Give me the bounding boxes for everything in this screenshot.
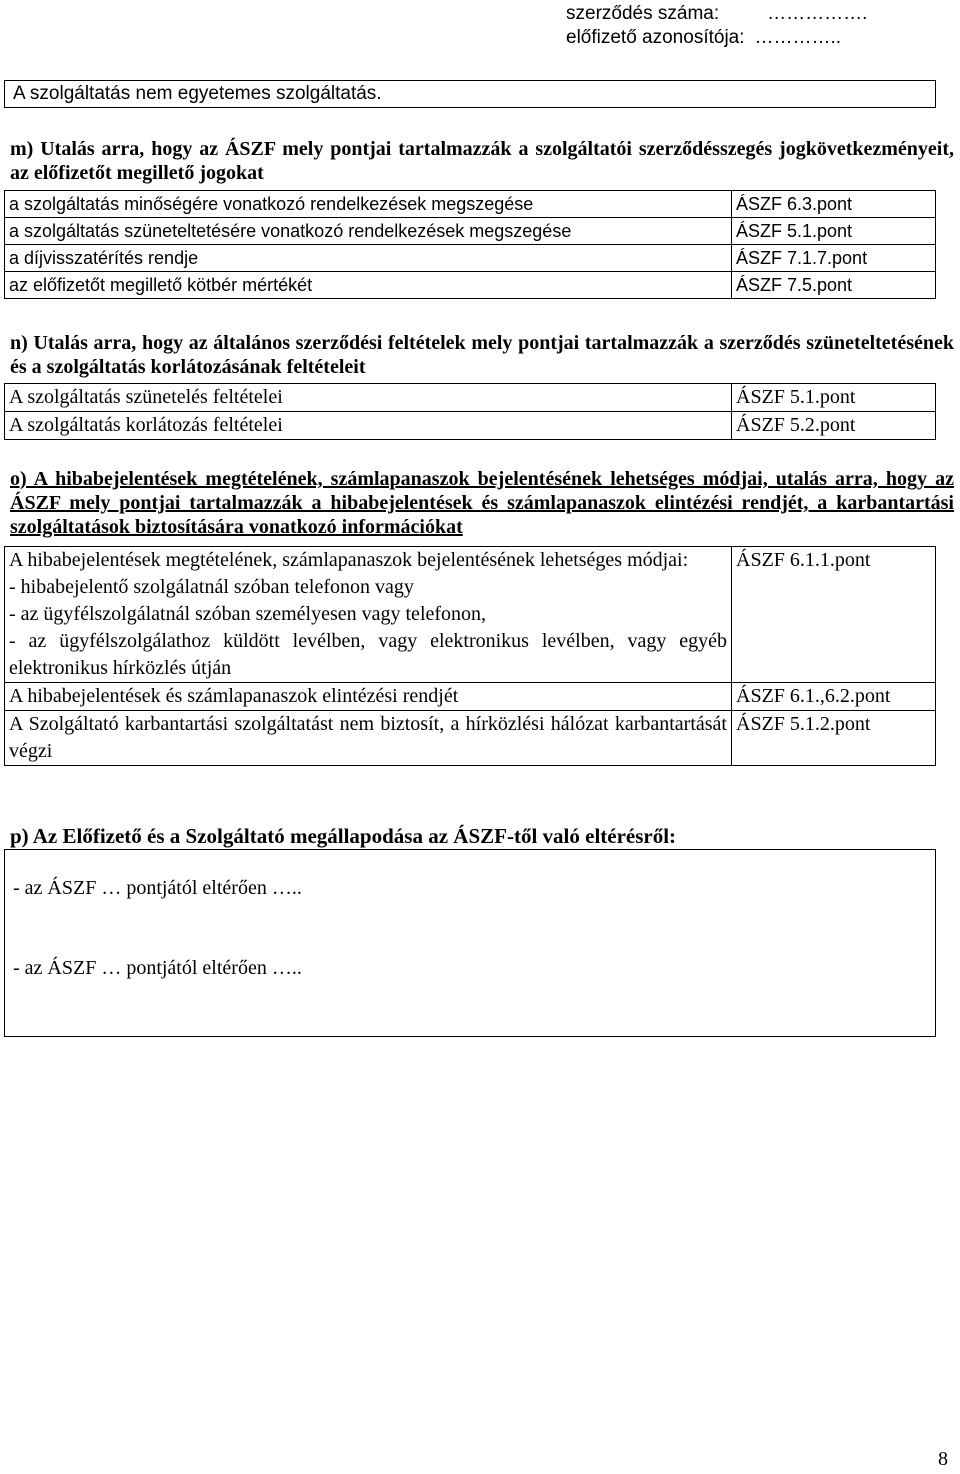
table-row <box>5 272 936 299</box>
table-row <box>5 711 936 766</box>
row-text: A szolgáltatás korlátozás feltételei <box>5 412 732 440</box>
universal-service-box <box>4 80 936 108</box>
table-row <box>5 384 936 412</box>
row-text: a szolgáltatás minőségére vonatkozó rendelkezések megszegése <box>5 191 732 218</box>
deviation-line: - az ÁSZF … pontjától eltérően ….. <box>13 957 302 979</box>
row-text: A Szolgáltató karbantartási szolgáltatást nem biztosít, a hírközlési hálózat karbantartását végzi <box>5 711 732 766</box>
section-p-box <box>4 849 936 1037</box>
table-row <box>5 547 936 683</box>
row-ref: ÁSZF 5.2.pont <box>732 412 936 440</box>
row-text: a díjvisszatérítés rendje <box>5 245 732 272</box>
section-n-heading: n) Utalás arra, hogy az általános szerződési feltételek mely pontjai tartalmazzák a szerződés szüneteltetésének és a szolgáltatás korlátozásának feltételeit <box>10 332 954 378</box>
page-number: 8 <box>938 1448 948 1470</box>
row-ref: ÁSZF 6.1.,6.2.pont <box>732 683 936 711</box>
section-o-heading <box>10 467 954 539</box>
row-intro: A hibabejelentések megtételének, számlapanaszok bejelentésének lehetséges módjai: <box>9 549 689 571</box>
row-text: az előfizetőt megillető kötbér mértékét <box>5 272 732 299</box>
universal-service-note: A szolgáltatás nem egyetemes szolgáltatás. <box>13 83 382 104</box>
list-item: - hibabejelentő szolgálatnál szóban telefonon vagy <box>9 576 414 598</box>
contract-number-label: szerződés száma: <box>566 3 720 24</box>
table-row <box>5 683 936 711</box>
table-row <box>5 412 936 440</box>
table-row <box>5 245 936 272</box>
deviation-line: - az ÁSZF … pontjától eltérően ….. <box>13 877 302 899</box>
section-o-heading-text: o) A hibabejelentések megtételének, számlapanaszok bejelentésének lehetséges módjai, utalás arra, hogy az ÁSZF mely pontjai tartalmazzák a hibabejelentések és számlapanaszok elintézési rendjét, a karbantartási szolgáltatások biztosítására vonatkozó információkat <box>10 468 954 538</box>
row-text: A hibabejelentések és számlapanaszok elintézési rendjét <box>5 683 732 711</box>
subscriber-id-label: előfizető azonosítója: <box>566 27 745 48</box>
section-m-table <box>4 190 936 299</box>
row-text: a szolgáltatás szüneteltetésére vonatkozó rendelkezések megszegése <box>5 218 732 245</box>
row-text: A szolgáltatás szünetelés feltételei <box>5 384 732 412</box>
section-o-table <box>4 546 936 766</box>
row-ref: ÁSZF 7.1.7.pont <box>732 245 936 272</box>
row-ref: ÁSZF 6.1.1.pont <box>732 547 936 683</box>
table-row <box>5 218 936 245</box>
row-ref: ÁSZF 7.5.pont <box>732 272 936 299</box>
table-row <box>5 191 936 218</box>
row-ref: ÁSZF 6.3.pont <box>732 191 936 218</box>
list-item: - az ügyfélszolgálathoz küldött levélben, vagy elektronikus levélben, vagy egyéb elektronikus hírközlés útján <box>9 630 727 679</box>
section-n-table <box>4 383 936 440</box>
subscriber-id-value: ………….. <box>754 27 842 48</box>
row-text <box>5 547 732 683</box>
list-item: - az ügyfélszolgálatnál szóban személyesen vagy telefonon, <box>9 603 487 625</box>
section-m-heading: m) Utalás arra, hogy az ÁSZF mely pontjai tartalmazzák a szolgáltatói szerződésszegés jogkövetkezményeit, az előfizetőt megillető jogokat <box>10 138 954 184</box>
contract-number-line <box>566 3 867 25</box>
row-ref: ÁSZF 5.1.2.pont <box>732 711 936 766</box>
row-ref: ÁSZF 5.1.pont <box>732 384 936 412</box>
section-p-heading: p) Az Előfizető és a Szolgáltató megállapodása az ÁSZF-től való eltérésről: <box>10 824 677 848</box>
subscriber-id-line <box>566 27 841 49</box>
contract-number-value: ……………. <box>767 3 868 24</box>
row-ref: ÁSZF 5.1.pont <box>732 218 936 245</box>
